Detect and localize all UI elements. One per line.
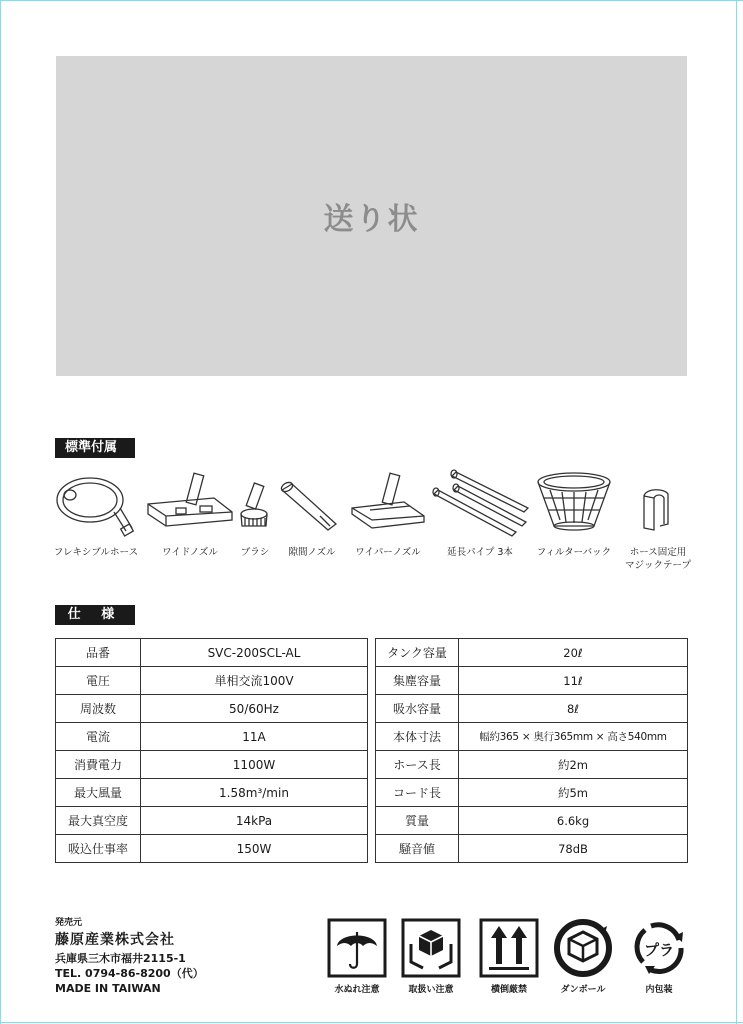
umbrella-icon	[327, 918, 387, 978]
frame-line-top	[0, 0, 743, 1]
table-row	[376, 779, 688, 807]
mark-caption: 水ぬれ注意	[334, 985, 380, 995]
shipping-label-text: 送り状	[323, 202, 420, 237]
accessory-filter-bag	[534, 468, 614, 559]
spec-key: 集塵容量	[376, 667, 459, 695]
mark-cardboard-recycle	[552, 918, 614, 995]
spec-value: 6.6kg	[459, 807, 688, 835]
distributor-role: 発売元	[55, 918, 83, 928]
spec-value: 約2m	[459, 751, 688, 779]
spec-value: 78dB	[459, 835, 688, 863]
distributor-info	[55, 916, 204, 996]
spec-key: 最大風量	[56, 779, 141, 807]
table-row	[376, 723, 688, 751]
table-row	[376, 667, 688, 695]
accessory-name-line2: マジックテープ	[624, 560, 692, 571]
spec-key: タンク容量	[376, 639, 459, 667]
company-phone: TEL. 0794-86-8200（代）	[55, 967, 204, 980]
spec-value: 1.58m³/min	[141, 779, 368, 807]
accessory-name: ワイパーノズル	[355, 547, 421, 558]
spec-value: 11A	[141, 723, 368, 751]
hook-loop-strap-icon	[620, 468, 696, 540]
frame-line-left	[0, 0, 1, 1024]
wiper-nozzle-icon	[348, 468, 428, 540]
accessory-crevice-nozzle	[280, 468, 344, 559]
spec-key: 電圧	[56, 667, 141, 695]
table-row	[56, 723, 368, 751]
table-row	[56, 835, 368, 863]
mark-caption: 取扱い注意	[408, 985, 454, 995]
spec-key: 消費電力	[56, 751, 141, 779]
accessory-name: 隙間ノズル	[288, 547, 336, 558]
spec-value: 20ℓ	[459, 639, 688, 667]
table-row	[376, 751, 688, 779]
spec-value: SVC-200SCL-AL	[141, 639, 368, 667]
this-way-up-icon	[479, 918, 539, 978]
table-row	[56, 807, 368, 835]
spec-table-right	[375, 638, 688, 863]
table-row	[376, 695, 688, 723]
wide-nozzle-icon	[144, 468, 236, 540]
specs-heading: 仕 様	[55, 605, 135, 625]
accessory-wiper-nozzle	[348, 468, 428, 559]
accessory-name: ブラシ	[240, 547, 270, 558]
spec-key: 吸込仕事率	[56, 835, 141, 863]
company-address: 兵庫県三木市福井2115-1	[55, 952, 186, 965]
spec-key: 品番	[56, 639, 141, 667]
accessory-extension-pipes	[430, 468, 530, 559]
spec-value: 単相交流100V	[141, 667, 368, 695]
frame-line-bottom	[0, 1022, 743, 1023]
accessory-name-line1: ホース固定用	[629, 547, 687, 558]
shipping-label-area	[56, 56, 687, 376]
spec-value: 約5m	[459, 779, 688, 807]
spec-value: 11ℓ	[459, 667, 688, 695]
plastic-recycle-icon	[629, 918, 689, 978]
extension-pipes-icon	[430, 468, 530, 540]
frame-line-right	[736, 0, 737, 1024]
spec-key: 騒音値	[376, 835, 459, 863]
spec-key: コード長	[376, 779, 459, 807]
table-row	[376, 639, 688, 667]
spec-value: 150W	[141, 835, 368, 863]
spec-key: 電流	[56, 723, 141, 751]
spec-value: 幅約365 × 奥行365mm × 高さ540mm	[459, 723, 688, 751]
spec-key: 吸水容量	[376, 695, 459, 723]
accessory-wide-nozzle	[144, 468, 236, 559]
accessory-hook-loop-strap	[620, 468, 696, 572]
spec-key: 質量	[376, 807, 459, 835]
mark-fragile	[400, 918, 462, 995]
spec-table-left	[55, 638, 368, 863]
brush-icon	[232, 468, 278, 540]
mark-keep-dry	[326, 918, 388, 995]
mark-plastic-packaging	[628, 918, 690, 995]
fragile-handle-icon	[401, 918, 461, 978]
spec-key: ホース長	[376, 751, 459, 779]
mark-this-way-up	[478, 918, 540, 995]
country-of-origin: MADE IN TAIWAN	[55, 982, 161, 995]
cardboard-recycle-icon	[553, 918, 613, 978]
spec-key: 最大真空度	[56, 807, 141, 835]
accessory-name: フィルターバック	[536, 547, 612, 558]
mark-caption: 横倒厳禁	[490, 985, 527, 995]
filter-bag-icon	[534, 468, 614, 540]
crevice-nozzle-icon	[280, 468, 344, 540]
table-row	[56, 667, 368, 695]
mark-caption: ダンボール	[560, 985, 606, 995]
table-row	[56, 751, 368, 779]
table-row	[56, 639, 368, 667]
spec-key: 周波数	[56, 695, 141, 723]
accessories-heading: 標準付属品	[55, 438, 135, 458]
table-row	[376, 835, 688, 863]
spec-key: 本体寸法	[376, 723, 459, 751]
accessory-name	[620, 546, 696, 572]
table-row	[376, 807, 688, 835]
table-row	[56, 779, 368, 807]
accessory-name: 延長パイプ 3本	[447, 547, 513, 558]
table-row	[56, 695, 368, 723]
spec-value: 50/60Hz	[141, 695, 368, 723]
spec-value: 14kPa	[141, 807, 368, 835]
accessory-flexible-hose	[50, 468, 142, 559]
company-name: 藤原産業株式会社	[55, 932, 175, 948]
spec-value: 8ℓ	[459, 695, 688, 723]
accessory-name: ワイドノズル	[162, 547, 218, 558]
flexible-hose-icon	[50, 468, 142, 540]
accessory-brush	[232, 468, 278, 559]
plastic-mark-text: プラ	[643, 941, 675, 959]
accessory-name: フレキシブルホース	[53, 547, 139, 558]
mark-caption: 内包装	[645, 985, 673, 995]
spec-value: 1100W	[141, 751, 368, 779]
